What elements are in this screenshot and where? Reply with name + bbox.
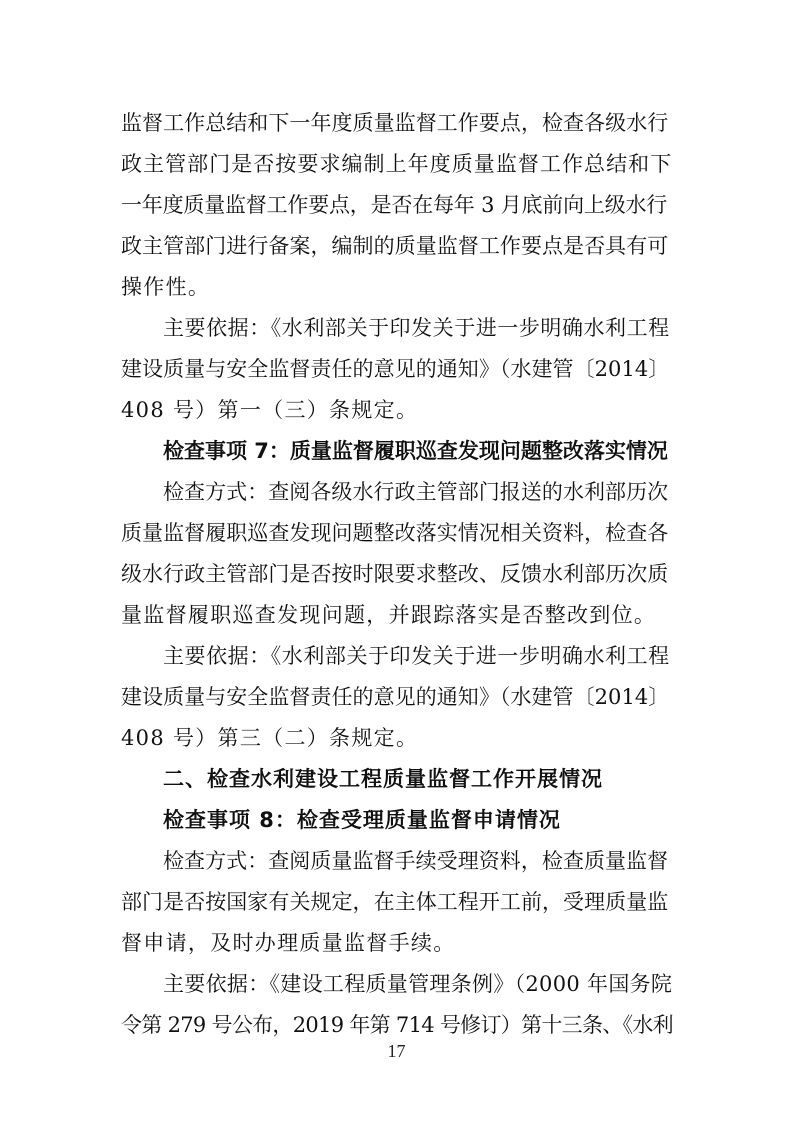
body-text-line: 主要依据：《水利部关于印发关于进一步明确水利工程 (163, 316, 670, 340)
body-text-line: 量监督履职巡查发现问题，并跟踪落实是否整改到位。 (121, 603, 657, 627)
body-text-line: 督申请，及时办理质量监督手续。 (121, 931, 456, 955)
body-text-line: 部门是否按国家有关规定，在主体工程开工前，受理质量监 (121, 890, 669, 914)
body-text-line: 级水行政主管部门是否按时限要求整改、反馈水利部历次质 (121, 562, 669, 586)
body-text-line: 检查方式：查阅各级水行政主管部门报送的水利部历次 (163, 480, 669, 504)
body-text-line: 建设质量与安全监督责任的意见的通知》（水建管〔2014〕 (121, 357, 670, 381)
body-text-line: 监督工作总结和下一年度质量监督工作要点，检查各级水行 (121, 111, 669, 135)
body-text-line: 政主管部门是否按要求编制上年度质量监督工作总结和下 (121, 152, 673, 176)
section-heading-line: 检查事项 8：检查受理质量监督申请情况 (163, 808, 561, 832)
section-heading-line: 检查事项 7：质量监督履职巡查发现问题整改落实情况 (163, 439, 668, 463)
body-text-line: 408 号）第一（三）条规定。 (121, 398, 419, 422)
body-text-line: 质量监督履职巡查发现问题整改落实情况相关资料，检查各 (121, 521, 669, 545)
page-number: 17 (387, 1041, 406, 1061)
body-text-line: 一年度质量监督工作要点，是否在每年 3 月底前向上级水行 (121, 193, 668, 217)
body-text-line: 操作性。 (121, 275, 211, 299)
body-text-line: 主要依据：《水利部关于印发关于进一步明确水利工程 (163, 644, 670, 668)
section-heading-line: 二、检查水利建设工程质量监督工作开展情况 (163, 767, 603, 791)
body-text-line: 408 号）第三（二）条规定。 (121, 726, 419, 750)
body-text-line: 政主管部门进行备案，编制的质量监督工作要点是否具有可 (121, 234, 669, 258)
body-text-line: 主要依据：《建设工程质量管理条例》（2000 年国务院 (163, 972, 673, 996)
body-text-line: 建设质量与安全监督责任的意见的通知》（水建管〔2014〕 (121, 685, 670, 709)
body-text-line: 令第 279 号公布，2019 年第 714 号修订）第十三条、《水利 (121, 1013, 673, 1037)
body-text-line: 检查方式：查阅质量监督手续受理资料，检查质量监督 (163, 849, 669, 873)
